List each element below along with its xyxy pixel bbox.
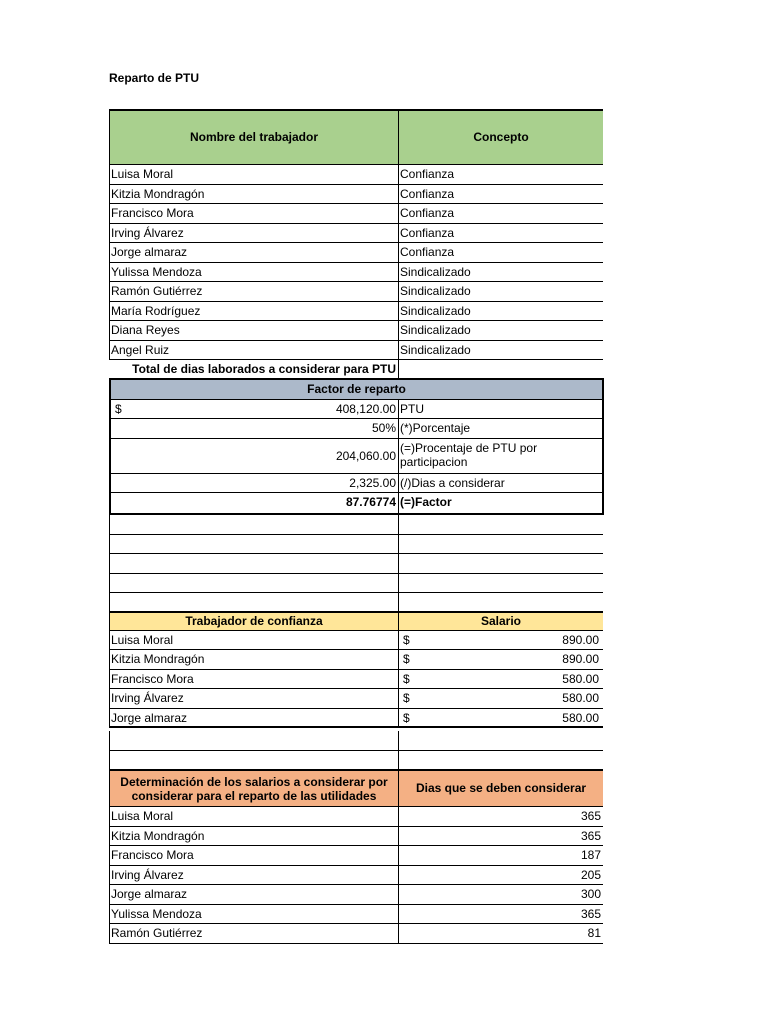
worker-concept: Confianza xyxy=(400,225,455,240)
worker-name: Angel Ruiz xyxy=(109,341,399,360)
table-row xyxy=(109,689,603,709)
salary-value: 890.00 xyxy=(562,632,599,647)
worker-concept: Sindicalizado xyxy=(400,342,471,357)
factor-label: (=)Procentaje de PTU por participacion xyxy=(400,440,538,469)
table-row xyxy=(109,243,603,263)
empty-cell xyxy=(399,554,603,573)
empty-row xyxy=(109,751,603,771)
header-concept: Concepto xyxy=(473,130,529,144)
worker-concept: Sindicalizado xyxy=(400,264,471,279)
worker-concept: Confianza xyxy=(400,245,455,259)
table-row xyxy=(109,709,603,729)
confidence-worker-name: Francisco Mora xyxy=(109,670,399,689)
worker-concept: Sindicalizado xyxy=(400,303,471,318)
factor-value-cell xyxy=(111,439,399,473)
salary-value: 580.00 xyxy=(562,710,599,725)
worker-name: Irving Álvarez xyxy=(109,224,399,243)
empty-cell xyxy=(399,515,603,534)
factor-row xyxy=(111,493,602,513)
days-worker-name: Ramón Gutiérrez xyxy=(109,924,399,943)
empty-cell xyxy=(109,574,399,593)
days-worker-name: Francisco Mora xyxy=(109,846,399,865)
table-row xyxy=(109,846,603,866)
salary-cell xyxy=(399,709,603,727)
currency-symbol: $ xyxy=(403,652,410,666)
table-row xyxy=(109,670,603,690)
worker-name: Luisa Moral xyxy=(109,165,399,184)
currency-symbol: $ xyxy=(403,691,410,705)
empty-cell xyxy=(109,515,399,534)
currency-symbol: $ xyxy=(403,671,410,686)
header-salary-determination: Determinación de los salarios a considerar por considerar para el reparto de las utilidades xyxy=(109,771,399,806)
salary-value: 580.00 xyxy=(562,671,599,686)
table-row xyxy=(109,807,603,827)
days-value: 81 xyxy=(587,926,601,940)
worker-concept: Sindicalizado xyxy=(400,284,471,298)
table-row xyxy=(109,185,603,205)
currency-symbol: $ xyxy=(403,710,410,725)
days-worker-name: Irving Álvarez xyxy=(109,866,399,885)
factor-value: 204,060.00 xyxy=(335,448,396,463)
factor-value: 2,325.00 xyxy=(349,475,396,490)
currency-symbol: $ xyxy=(403,632,410,647)
factor-row xyxy=(111,474,602,494)
worker-name: Yulissa Mendoza xyxy=(109,263,399,282)
empty-cell xyxy=(109,593,399,612)
empty-cell xyxy=(399,574,603,593)
confidence-worker-name: Irving Álvarez xyxy=(109,689,399,708)
empty-cell xyxy=(109,731,399,750)
table-row xyxy=(109,827,603,847)
worker-name: Diana Reyes xyxy=(109,321,399,340)
days-value: 365 xyxy=(580,828,601,843)
factor-label: (=)Factor xyxy=(400,495,452,509)
worker-name: María Rodríguez xyxy=(109,302,399,321)
empty-rows xyxy=(109,515,603,613)
table-row xyxy=(109,885,603,905)
header-worker-name: Nombre del trabajador xyxy=(109,111,399,164)
empty-cell xyxy=(399,731,603,750)
factor-header: Factor de reparto xyxy=(307,381,406,396)
empty-row xyxy=(109,731,603,751)
empty-rows-2 xyxy=(109,731,603,770)
header-salary: Salario xyxy=(480,613,522,628)
factor-value: 50% xyxy=(371,421,396,435)
salary-value: 890.00 xyxy=(562,652,599,666)
empty-row xyxy=(109,535,603,555)
factor-header-row xyxy=(111,380,602,400)
empty-cell xyxy=(109,751,399,770)
days-value: 300 xyxy=(580,887,601,901)
total-days-label: Total de dias laborados a considerar para PTU xyxy=(109,360,399,378)
workers-table xyxy=(109,109,603,380)
days-value: 187 xyxy=(580,848,601,862)
days-value: 205 xyxy=(580,867,601,882)
factor-row xyxy=(111,400,602,420)
worker-name: Ramón Gutiérrez xyxy=(109,282,399,301)
worker-name: Kitzia Mondragón xyxy=(109,185,399,204)
empty-row xyxy=(109,574,603,594)
factor-value: 87.76774 xyxy=(345,495,396,509)
factor-value-cell xyxy=(111,493,399,513)
empty-cell xyxy=(109,535,399,554)
empty-cell xyxy=(399,535,603,554)
salary-cell xyxy=(399,631,603,650)
page-title: Reparto de PTU xyxy=(109,71,200,85)
confidence-table-header xyxy=(109,611,603,631)
salary-value: 580.00 xyxy=(562,691,599,705)
factor-value-cell xyxy=(111,419,399,438)
days-table xyxy=(109,769,603,944)
table-row xyxy=(109,866,603,886)
table-row xyxy=(109,263,603,283)
worker-name: Francisco Mora xyxy=(109,204,399,223)
days-worker-name: Yulissa Mendoza xyxy=(109,905,399,924)
table-row xyxy=(109,924,603,944)
table-row xyxy=(109,282,603,302)
factor-value-cell xyxy=(111,474,399,493)
empty-cell xyxy=(399,593,603,612)
worker-concept: Sindicalizado xyxy=(400,323,471,337)
empty-row xyxy=(109,515,603,535)
confidence-worker-name: Kitzia Mondragón xyxy=(109,650,399,669)
worker-concept: Confianza xyxy=(400,186,455,201)
salary-cell xyxy=(399,650,603,669)
empty-row xyxy=(109,593,603,613)
table-row xyxy=(109,321,603,341)
salary-cell xyxy=(399,689,603,708)
total-days-row xyxy=(109,360,603,380)
table-row xyxy=(109,631,603,651)
table-row xyxy=(109,905,603,925)
factor-row xyxy=(111,419,602,439)
worker-concept: Confianza xyxy=(400,167,455,181)
factor-row xyxy=(111,439,602,474)
days-value: 365 xyxy=(580,906,601,921)
confidence-worker-name: Jorge almaraz xyxy=(109,709,399,727)
table-row xyxy=(109,224,603,244)
days-worker-name: Kitzia Mondragón xyxy=(109,827,399,846)
days-worker-name: Luisa Moral xyxy=(109,807,399,826)
header-confidence-worker: Trabajador de confianza xyxy=(109,613,399,630)
worker-name: Jorge almaraz xyxy=(109,243,399,262)
factor-value-cell xyxy=(111,400,399,419)
header-days: Dias que se deben considerar xyxy=(415,781,587,795)
table-row xyxy=(109,302,603,322)
factor-label: (*)Porcentaje xyxy=(400,421,471,435)
days-table-header xyxy=(109,769,603,807)
table-row xyxy=(109,165,603,185)
table-row xyxy=(109,341,603,361)
empty-row xyxy=(109,554,603,574)
empty-cell xyxy=(399,751,603,770)
confidence-workers-table xyxy=(109,611,603,728)
workers-table-header xyxy=(109,109,603,165)
factor-block xyxy=(109,378,604,515)
empty-cell xyxy=(109,554,399,573)
table-row xyxy=(109,650,603,670)
factor-value: 408,120.00 xyxy=(335,401,396,416)
days-worker-name: Jorge almaraz xyxy=(109,885,399,904)
currency-symbol: $ xyxy=(115,401,122,416)
salary-cell xyxy=(399,670,603,689)
confidence-worker-name: Luisa Moral xyxy=(109,631,399,650)
worker-concept: Confianza xyxy=(400,206,455,220)
table-row xyxy=(109,204,603,224)
days-value: 365 xyxy=(580,809,601,823)
total-days-value xyxy=(399,360,603,378)
factor-label: PTU xyxy=(400,401,424,416)
factor-label: (/)Dias a considerar xyxy=(400,475,505,490)
